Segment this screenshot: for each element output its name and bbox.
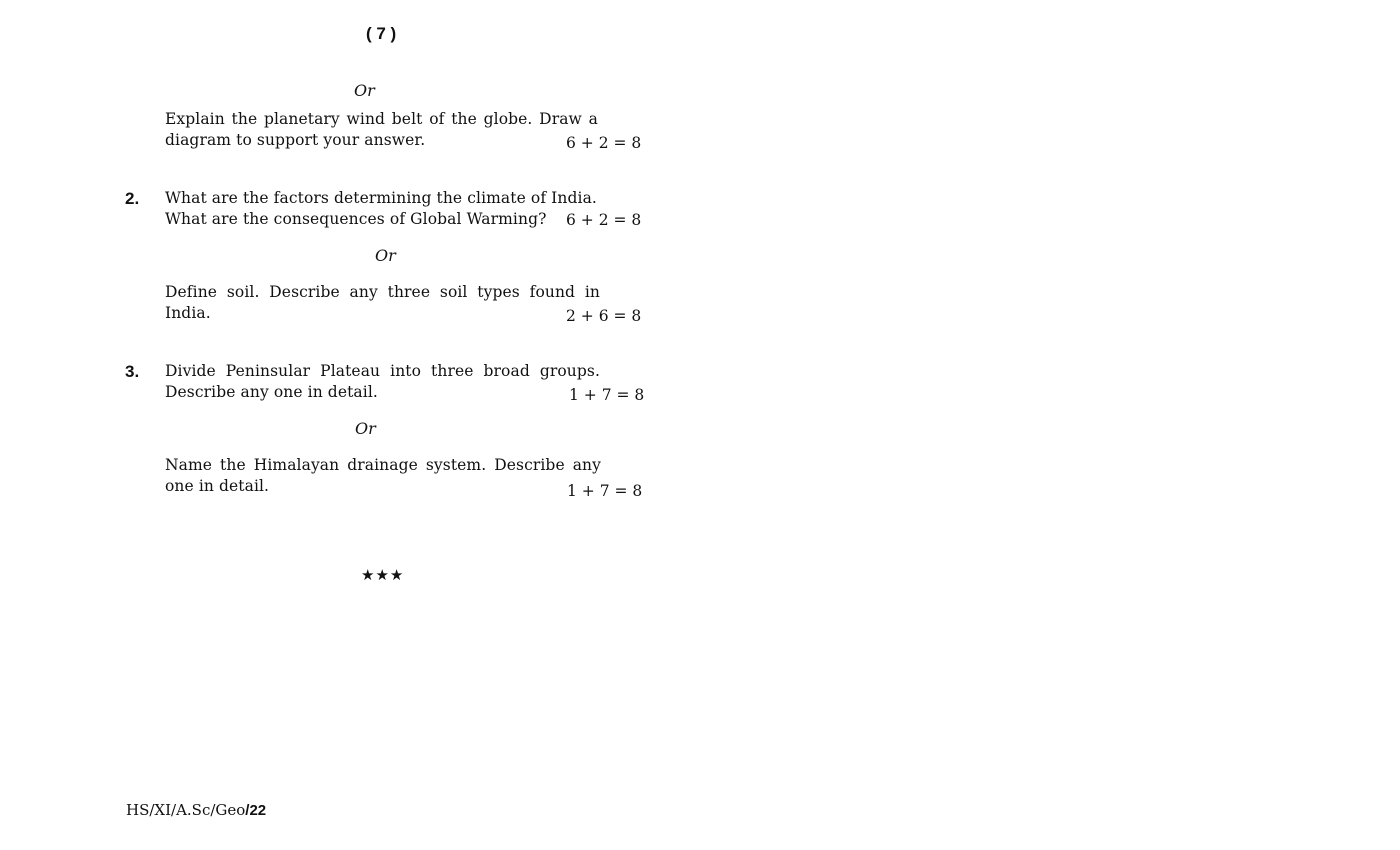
q1-alt-text-line1: Explain the planetary wind belt of the globe. Draw a — [165, 110, 598, 128]
q2-alt-text-line2: India. — [165, 304, 211, 322]
q3-alt-marks: 1 + 7 = 8 — [567, 482, 643, 500]
q3-alt-text-line1: Name the Himalayan drainage system. Describe any — [165, 456, 601, 474]
paper-code-footer — [126, 801, 266, 819]
q1-alt-text-line2: diagram to support your answer. — [165, 131, 426, 149]
paper-code-suffix: /22 — [245, 802, 267, 819]
q3-marks: 1 + 7 = 8 — [569, 386, 645, 404]
question-number-2: 2. — [125, 189, 140, 208]
q2-text-line1: What are the factors determining the climate of India. — [165, 189, 597, 207]
q3-text-line1: Divide Peninsular Plateau into three broad groups. — [165, 362, 600, 380]
q3-text-line2: Describe any one in detail. — [165, 383, 378, 401]
page-number: ( 7 ) — [366, 24, 397, 43]
paper-code: HS/XI/A.Sc/Geo — [126, 801, 246, 819]
or-label-q1: Or — [354, 81, 375, 100]
or-label-q3: Or — [355, 419, 376, 438]
q2-alt-text-line1: Define soil. Describe any three soil types found in — [165, 283, 600, 301]
end-of-paper-stars: ★★★ — [361, 566, 405, 584]
q2-alt-marks: 2 + 6 = 8 — [566, 307, 642, 325]
q2-text-line2: What are the consequences of Global Warming? — [165, 210, 547, 228]
or-label-q2: Or — [375, 246, 396, 265]
q2-marks: 6 + 2 = 8 — [566, 211, 642, 229]
q1-alt-marks: 6 + 2 = 8 — [566, 134, 642, 152]
q3-alt-text-line2: one in detail. — [165, 477, 270, 495]
question-number-3: 3. — [125, 362, 140, 381]
